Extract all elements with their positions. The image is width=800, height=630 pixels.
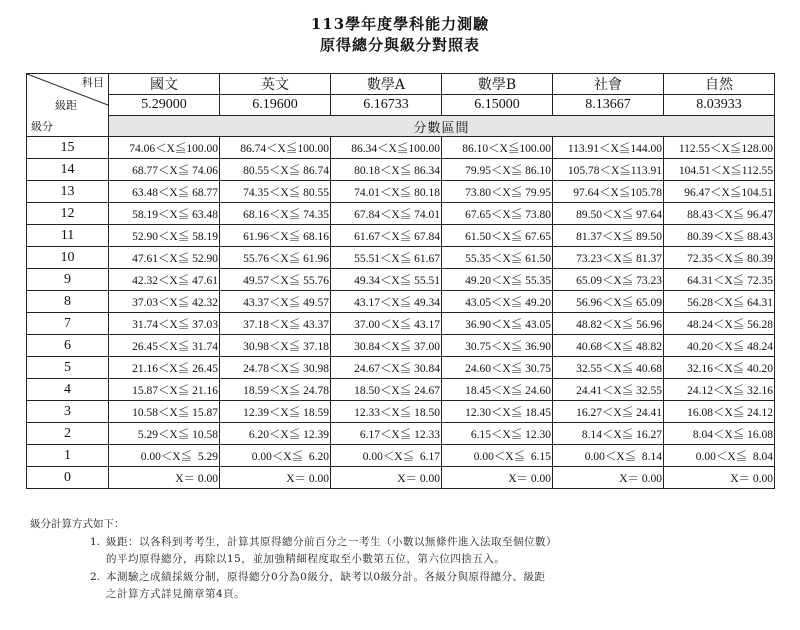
range-cell: 61.67＜X≦ 67.84 — [331, 225, 442, 247]
range-cell: 74.06＜X≦100.00 — [109, 137, 220, 159]
range-cell: 80.18＜X≦ 86.34 — [331, 159, 442, 181]
table-row — [27, 423, 775, 445]
range-cell: 56.28＜X≦ 64.31 — [664, 291, 775, 313]
range-cell: 0.00＜X≦ 6.17 — [331, 445, 442, 467]
table-row — [27, 203, 775, 225]
range-cell: 48.82＜X≦ 56.96 — [553, 313, 664, 335]
level-cell: 15 — [27, 137, 109, 159]
range-cell: 21.16＜X≦ 26.45 — [109, 357, 220, 379]
range-cell: 55.35＜X≦ 61.50 — [442, 247, 553, 269]
range-cell: 67.84＜X≦ 74.01 — [331, 203, 442, 225]
table-row — [27, 247, 775, 269]
range-cell: 6.15＜X≦ 12.30 — [442, 423, 553, 445]
range-cell: 89.50＜X≦ 97.64 — [553, 203, 664, 225]
range-cell: 48.24＜X≦ 56.28 — [664, 313, 775, 335]
range-cell: 73.80＜X≦ 79.95 — [442, 181, 553, 203]
table-row — [27, 137, 775, 159]
table-row — [27, 225, 775, 247]
range-cell: 61.50＜X≦ 67.65 — [442, 225, 553, 247]
range-cell: 37.18＜X≦ 43.37 — [220, 313, 331, 335]
range-cell: 12.30＜X≦ 18.45 — [442, 401, 553, 423]
range-cell: 104.51＜X≦112.55 — [664, 159, 775, 181]
range-cell: 47.61＜X≦ 52.90 — [109, 247, 220, 269]
range-cell: 5.29＜X≦ 10.58 — [109, 423, 220, 445]
range-cell: X＝ 0.00 — [553, 467, 664, 489]
range-cell: 68.16＜X≦ 74.35 — [220, 203, 331, 225]
level-cell: 9 — [27, 269, 109, 291]
range-cell: 0.00＜X≦ 8.14 — [553, 445, 664, 467]
range-cell: 86.10＜X≦100.00 — [442, 137, 553, 159]
title-block — [0, 14, 800, 56]
range-cell: 74.35＜X≦ 80.55 — [220, 181, 331, 203]
range-cell: 65.09＜X≦ 73.23 — [553, 269, 664, 291]
level-cell: 3 — [27, 401, 109, 423]
note-item — [30, 534, 706, 569]
range-cell: 96.47＜X≦104.51 — [664, 181, 775, 203]
level-cell: 1 — [27, 445, 109, 467]
range-cell: 42.32＜X≦ 47.61 — [109, 269, 220, 291]
table-row — [27, 291, 775, 313]
range-cell: 49.20＜X≦ 55.35 — [442, 269, 553, 291]
page-subtitle: 原得總分與級分對照表 — [319, 36, 480, 54]
range-cell: X＝ 0.00 — [109, 467, 220, 489]
spacing-value: 6.19600 — [220, 95, 331, 116]
range-cell: 113.91＜X≦144.00 — [553, 137, 664, 159]
range-cell: 24.78＜X≦ 30.98 — [220, 357, 331, 379]
range-cell: 24.12＜X≦ 32.16 — [664, 379, 775, 401]
level-cell: 8 — [27, 291, 109, 313]
range-cell: 37.03＜X≦ 42.32 — [109, 291, 220, 313]
level-cell: 6 — [27, 335, 109, 357]
level-cell: 4 — [27, 379, 109, 401]
range-cell: 40.20＜X≦ 48.24 — [664, 335, 775, 357]
range-cell: 52.90＜X≦ 58.19 — [109, 225, 220, 247]
spacing-value: 8.13667 — [553, 95, 664, 116]
range-cell: X＝ 0.00 — [220, 467, 331, 489]
range-cell: 12.33＜X≦ 18.50 — [331, 401, 442, 423]
table-row — [27, 159, 775, 181]
note-item — [30, 569, 706, 604]
range-cell: 43.05＜X≦ 49.20 — [442, 291, 553, 313]
range-cell: 0.00＜X≦ 6.15 — [442, 445, 553, 467]
table-row — [27, 445, 775, 467]
subject-header: 數學B — [442, 74, 553, 95]
corner-label-subject: 科目 — [82, 76, 104, 89]
range-cell: 68.77＜X≦ 74.06 — [109, 159, 220, 181]
level-cell: 7 — [27, 313, 109, 335]
range-cell: 15.87＜X≦ 21.16 — [109, 379, 220, 401]
range-cell: 16.08＜X≦ 24.12 — [664, 401, 775, 423]
range-cell: 37.00＜X≦ 43.17 — [331, 313, 442, 335]
range-cell: 56.96＜X≦ 65.09 — [553, 291, 664, 313]
range-cell: 79.95＜X≦ 86.10 — [442, 159, 553, 181]
note-text: 本測驗之成績採級分制，原得總分0分為0級分，缺考以0級分計。各級分與原得總分、級距 之計算方式詳見簡章第4頁。 — [106, 570, 546, 600]
level-cell: 13 — [27, 181, 109, 203]
range-cell: 74.01＜X≦ 80.18 — [331, 181, 442, 203]
table-row — [27, 269, 775, 291]
range-cell: 43.37＜X≦ 49.57 — [220, 291, 331, 313]
table-row — [27, 467, 775, 489]
score-range-header: 分數區間 — [109, 116, 775, 137]
range-cell: 40.68＜X≦ 48.82 — [553, 335, 664, 357]
range-cell: 86.74＜X≦100.00 — [220, 137, 331, 159]
table-row — [27, 379, 775, 401]
range-cell: X＝ 0.00 — [331, 467, 442, 489]
grade-conversion-table — [26, 73, 775, 489]
spacing-value: 6.15000 — [442, 95, 553, 116]
note-number: 2. — [89, 570, 100, 583]
range-cell: 97.64＜X≦105.78 — [553, 181, 664, 203]
table-row — [27, 335, 775, 357]
range-cell: 80.55＜X≦ 86.74 — [220, 159, 331, 181]
range-cell: 8.04＜X≦ 16.08 — [664, 423, 775, 445]
range-cell: 32.16＜X≦ 40.20 — [664, 357, 775, 379]
level-cell: 12 — [27, 203, 109, 225]
range-cell: 55.76＜X≦ 61.96 — [220, 247, 331, 269]
subject-header: 國文 — [109, 74, 220, 95]
range-cell: 12.39＜X≦ 18.59 — [220, 401, 331, 423]
range-cell: 0.00＜X≦ 8.04 — [664, 445, 775, 467]
subject-header: 英文 — [220, 74, 331, 95]
spacing-value: 8.03933 — [664, 95, 775, 116]
range-cell: 0.00＜X≦ 6.20 — [220, 445, 331, 467]
range-cell: 81.37＜X≦ 89.50 — [553, 225, 664, 247]
range-cell: 30.98＜X≦ 37.18 — [220, 335, 331, 357]
note-number: 1. — [89, 535, 100, 548]
range-cell: 18.50＜X≦ 24.67 — [331, 379, 442, 401]
range-cell: 49.34＜X≦ 55.51 — [331, 269, 442, 291]
range-cell: 55.51＜X≦ 61.67 — [331, 247, 442, 269]
range-cell: 18.45＜X≦ 24.60 — [442, 379, 553, 401]
level-cell: 2 — [27, 423, 109, 445]
range-cell: 73.23＜X≦ 81.37 — [553, 247, 664, 269]
table-corner-cell — [27, 74, 109, 137]
range-cell: 10.58＜X≦ 15.87 — [109, 401, 220, 423]
spacing-value: 6.16733 — [331, 95, 442, 116]
table-row — [27, 357, 775, 379]
table-row — [27, 313, 775, 335]
range-cell: 24.67＜X≦ 30.84 — [331, 357, 442, 379]
subject-header: 數學A — [331, 74, 442, 95]
range-cell: X＝ 0.00 — [664, 467, 775, 489]
range-cell: 61.96＜X≦ 68.16 — [220, 225, 331, 247]
subject-header: 社會 — [553, 74, 664, 95]
subject-header: 自然 — [664, 74, 775, 95]
level-cell: 5 — [27, 357, 109, 379]
range-cell: 64.31＜X≦ 72.35 — [664, 269, 775, 291]
range-cell: 30.84＜X≦ 37.00 — [331, 335, 442, 357]
range-cell: 86.34＜X≦100.00 — [331, 137, 442, 159]
range-cell: 16.27＜X≦ 24.41 — [553, 401, 664, 423]
level-cell: 0 — [27, 467, 109, 489]
range-cell: 105.78＜X≦113.91 — [553, 159, 664, 181]
range-cell: 24.60＜X≦ 30.75 — [442, 357, 553, 379]
table-row — [27, 181, 775, 203]
range-cell: 24.41＜X≦ 32.55 — [553, 379, 664, 401]
range-cell: 0.00＜X≦ 5.29 — [109, 445, 220, 467]
range-cell: 58.19＜X≦ 63.48 — [109, 203, 220, 225]
level-cell: 14 — [27, 159, 109, 181]
level-cell: 11 — [27, 225, 109, 247]
table-row — [27, 401, 775, 423]
range-cell: 32.55＜X≦ 40.68 — [553, 357, 664, 379]
spacing-value: 5.29000 — [109, 95, 220, 116]
notes-heading: 級分計算方式如下： — [30, 518, 125, 530]
range-cell: X＝ 0.00 — [442, 467, 553, 489]
range-cell: 30.75＜X≦ 36.90 — [442, 335, 553, 357]
notes-section — [30, 516, 706, 604]
range-cell: 80.39＜X≦ 88.43 — [664, 225, 775, 247]
range-cell: 112.55＜X≦128.00 — [664, 137, 775, 159]
range-cell: 88.43＜X≦ 96.47 — [664, 203, 775, 225]
range-cell: 63.48＜X≦ 68.77 — [109, 181, 220, 203]
range-cell: 67.65＜X≦ 73.80 — [442, 203, 553, 225]
level-cell: 10 — [27, 247, 109, 269]
range-cell: 6.17＜X≦ 12.33 — [331, 423, 442, 445]
range-cell: 49.57＜X≦ 55.76 — [220, 269, 331, 291]
range-cell: 36.90＜X≦ 43.05 — [442, 313, 553, 335]
range-cell: 72.35＜X≦ 80.39 — [664, 247, 775, 269]
range-cell: 31.74＜X≦ 37.03 — [109, 313, 220, 335]
range-cell: 18.59＜X≦ 24.78 — [220, 379, 331, 401]
range-cell: 8.14＜X≦ 16.27 — [553, 423, 664, 445]
corner-label-level: 級分 — [31, 120, 53, 133]
page-title: 113學年度學科能力測驗 — [310, 15, 490, 33]
range-cell: 43.17＜X≦ 49.34 — [331, 291, 442, 313]
range-cell: 26.45＜X≦ 31.74 — [109, 335, 220, 357]
corner-label-spacing: 級距 — [55, 99, 77, 112]
note-text: 級距：以各科到考考生，計算其原得總分前百分之一考生（小數以無條件進入法取至個位數） 的平均原得總分，再除以15，並加強精細程度取至小數第五位，第六位四捨五入。 — [106, 535, 557, 565]
range-cell: 6.20＜X≦ 12.39 — [220, 423, 331, 445]
